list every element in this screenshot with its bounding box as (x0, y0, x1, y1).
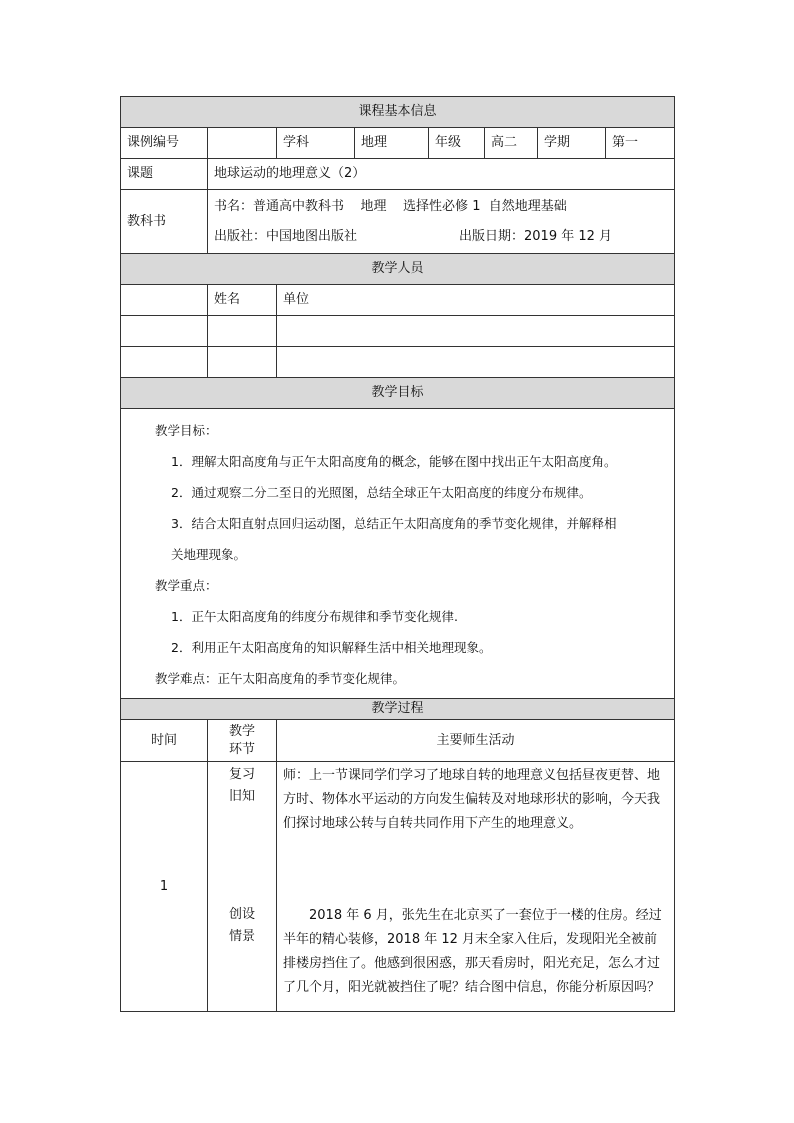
goal-1: 1．理解太阳高度角与正午太阳高度角的概念，能够在图中找出正午太阳高度角。 (171, 454, 617, 469)
lesson-plan-form (120, 96, 674, 1012)
staff-blank (121, 285, 208, 316)
col-stage-line-2: 环节 (228, 741, 255, 757)
subject-value: 地理 (355, 128, 429, 159)
lesson-plan-table (120, 96, 675, 1012)
book-name: 书名：普通高中教科书 地理 选择性必修 1 自然地理基础 (214, 198, 567, 214)
difficulty: 教学难点：正午太阳高度角的季节变化规律。 (155, 671, 406, 686)
staff-row-2-unit (277, 347, 675, 378)
stage-2-line-b: 情景 (228, 929, 255, 944)
col-activity: 主要师生活动 (277, 720, 675, 762)
pub-date: 出版日期：2019 年 12 月 (459, 228, 613, 244)
col-stage-line-1: 教学 (228, 723, 255, 739)
publisher-line (214, 222, 668, 252)
objectives-header: 教学目标 (121, 378, 675, 409)
stage-1-line-a: 复习 (228, 767, 255, 782)
objectives-content (121, 409, 675, 699)
staff-row-2-name (208, 347, 277, 378)
stage-column (208, 762, 277, 1012)
activity-column (277, 762, 675, 1012)
publisher: 出版社：中国地图出版社 (214, 228, 358, 244)
time-value: 1 (121, 762, 208, 1012)
staff-unit-label: 单位 (277, 285, 675, 316)
goal-3: 3．结合太阳直射点回归运动图，总结正午太阳高度角的季节变化规律，并解释相 (171, 516, 617, 531)
staff-row-1-name (208, 316, 277, 347)
stage-1-line-b: 旧知 (228, 789, 255, 804)
grade-value: 高二 (485, 128, 538, 159)
term-value: 第一 (606, 128, 675, 159)
stage-2 (208, 904, 276, 948)
staff-row-2-role (121, 347, 208, 378)
topic-value: 地球运动的地理意义（2） (208, 159, 675, 190)
staff-header: 教学人员 (121, 254, 675, 285)
textbook-info (208, 190, 675, 254)
term-label: 学期 (538, 128, 606, 159)
course-no-label: 课例编号 (121, 128, 208, 159)
stage-2-line-a: 创设 (228, 907, 255, 922)
stage-1-text: 师：上一节课同学们学习了地球自转的地理意义包括昼夜更替、地方时、物体水平运动的方向发生偏转及对地球形状的影响，今天我们探讨地球公转与自转共同作用下产生的地理意义。 (283, 768, 661, 831)
staff-name-label: 姓名 (208, 285, 277, 316)
key-2: 2．利用正午太阳高度角的知识解释生活中相关地理现象。 (171, 640, 492, 655)
stage-2-text: 2018 年 6 月，张先生在北京买了一套位于一楼的住房。经过半年的精心装修，2018 年 12 月末全家入住后，发现阳光全被前排楼房挡住了。他感到很困惑，那天看房时，阳光充足，怎么才过了几个月，阳光就被挡住了呢？结合图中信息，你能分析原因吗？ (283, 908, 662, 995)
subject-label: 学科 (277, 128, 355, 159)
col-time: 时间 (121, 720, 208, 762)
topic-label: 课题 (121, 159, 208, 190)
course-no-value (208, 128, 277, 159)
staff-row-1-unit (277, 316, 675, 347)
goal-3-cont: 关地理现象。 (171, 547, 247, 562)
goal-2: 2．通过观察二分二至日的光照图，总结全球正午太阳高度的纬度分布规律。 (171, 485, 592, 500)
basic-info-header: 课程基本信息 (121, 97, 675, 128)
key-title: 教学重点： (155, 578, 218, 593)
process-header: 教学过程 (121, 699, 675, 720)
textbook-label: 教科书 (121, 190, 208, 254)
key-1: 1．正午太阳高度角的纬度分布规律和季节变化规律. (171, 609, 458, 624)
staff-row-1-role (121, 316, 208, 347)
goal-title: 教学目标： (155, 423, 218, 438)
grade-label: 年级 (429, 128, 485, 159)
col-stage (208, 720, 277, 762)
stage-1 (208, 762, 276, 904)
